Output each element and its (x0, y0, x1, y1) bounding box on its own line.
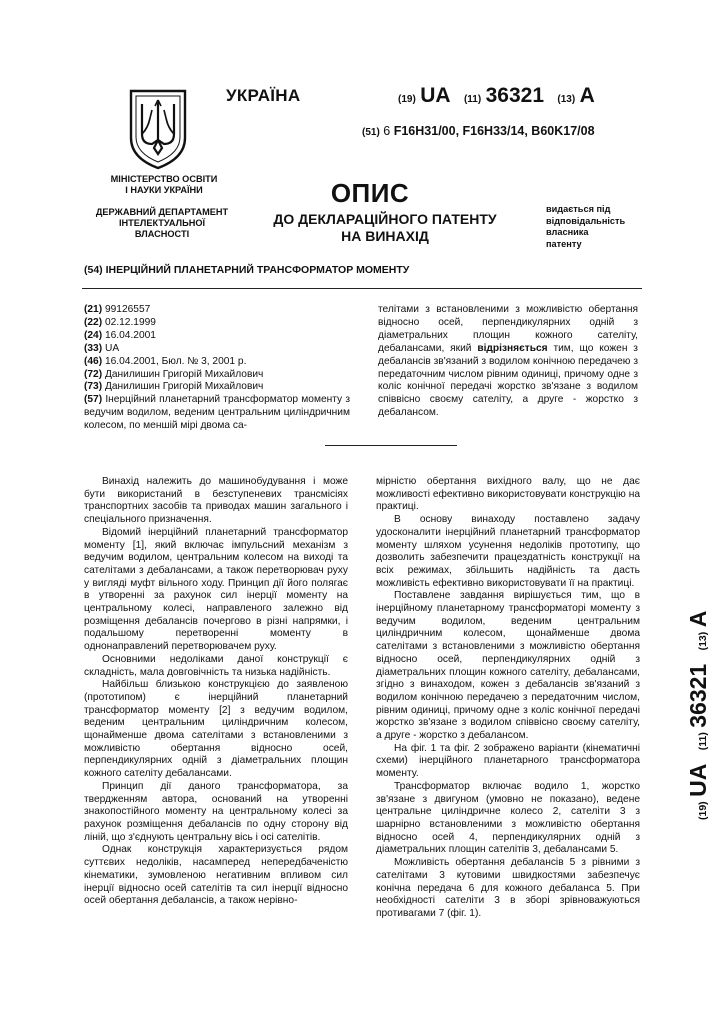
body-column-right (376, 476, 640, 921)
country-name: УКРАЇНА (226, 86, 301, 105)
side-patent-number: (19) UA (11) 36321 (13) A (685, 610, 711, 820)
biblio-row: (33) UA (84, 342, 120, 354)
biblio-row: (46) 16.04.2001, Бюл. № 3, 2001 р. (84, 355, 247, 367)
paragraph: Трансформатор включає водило 1, жорстко зв'язане з двигуном (умовно не показано), ведене центральне циліндричне колесо 2, сателіти 3 з шарнірно встановленими з можливістю обертання відносно осей 4, перпендикулярних одній з діаметральних площин сателітів 3, дебалансами 5. (376, 780, 640, 856)
bibliographic-data (84, 304, 350, 394)
coat-of-arms-emblem (128, 88, 188, 170)
abstract-start: (57) Інерційний планетарний трансформатор моменту з ведучим водилом, веденим центральним циліндричним колесом, по меншій мірі двома са- (84, 394, 350, 431)
paragraph: На фіг. 1 та фіг. 2 зображено варіанти (кінематичні схеми) інерційного планетарного трансформатора моменту. (376, 742, 640, 780)
biblio-row: (22) 02.12.1999 (84, 316, 156, 328)
paragraph: Винахід належить до машинобудування і може бути використаний в безступеневих трансмісіях транспортних засобів та приводах машин загального і спеціального призначення. (84, 476, 348, 526)
biblio-row: (72) Данилишин Григорій Михайлович (84, 368, 264, 380)
body-column-left (84, 476, 348, 908)
document-subtitle: ДО ДЕКЛАРАЦІЙНОГО ПАТЕНТУ НА ВИНАХІД (273, 211, 497, 244)
paragraph: В основу винаходу поставлено задачу удосконалити інерційний планетарний трансформатор моменту шляхом усунення недоліків прототипу, що дозволить забезпечити працездатність конструкції на всіх режимах, збільшить надійність та дасть можливість ефективно використовувати її на практиці. (376, 514, 640, 589)
abstract-continued: телітами з встановленими з можливістю обертання відносно осей, перпендикулярних одній з діаметральних площин кожного сателіту, дебалансами, який відрізняється тим, що кожен з дебалансів зв'язаний з водилом конічною передачею з передаточним числом рівним одиниці, причому одне з коліс конічної передачі жорстко зв'язане з водилом співвісно своєму сателіту, а друге - жорстко з дебалансом. (378, 304, 638, 419)
paragraph: Поставлене завдання вирішується тим, що в інерційному планетарному трансформаторі моменту з ведучим водилом, веденим центральним циліндричним колесом, щонайменше двома сателітами з встановленими з можливістю обертання відносно осей, перпендикулярних одній з діаметральних площин кожного сателіту, дебалансами, згідно з винаходом, кожен з дебалансів зв'язаний з водилом конічною передачею з передаточним числом, рівним одиниці, причому одне з коліс конічної передачі жорстко зв'язане з водилом співвісно своєму сателіту, а друге - жорстко з дебалансом. (376, 590, 640, 742)
paragraph: Основними недоліками даної конструкції є складність, мала довговічність та низька надійність. (84, 653, 348, 678)
department-name: ДЕРЖАВНИЙ ДЕПАРТАМЕНТ ІНТЕЛЕКТУАЛЬНОЇ ВЛАСНОСТІ (95, 207, 229, 239)
document-title: ОПИС (330, 178, 410, 208)
publication-number: (19) UA (11) 36321 (13) A (398, 84, 595, 107)
paragraph: Відомий інерційний планетарний трансформатор моменту [1], який включає імпульсний механізм з ведучим водилом, центральним колесом на виході та сателітами з дебалансами, а також перетворювач руху у вигляді муфт вільного ходу. Принцип дії його полягає в утворенні за рахунок сил інерції моменту на центральному колесі, направленого залежно від розміщення дебалансів почергово в різні напрямки, і подальшому перетворенні моменту в однонаправлений перетворювачем руху. (84, 526, 348, 653)
invention-title: (54) ІНЕРЦІЙНИЙ ПЛАНЕТАРНИЙ ТРАНСФОРМАТОР МОМЕНТУ (84, 264, 410, 276)
paragraph: Однак конструкція характеризується рядом суттєвих недоліків, насамперед непередбаченістю кінематики, зумовленою негативним впливом сил інерції відносно осей сателітів та сил інерції відносно осей обертання дебалансів, а також нерівно- (84, 844, 348, 907)
divider (82, 288, 642, 289)
issued-note: видається під відповідальність власника патенту (546, 204, 626, 249)
divider (325, 445, 457, 446)
paragraph: Можливість обертання дебалансів 5 з рівними з сателітами 3 кутовими швидкостями забезпечує конічна передача 6 для кожного дебаланса 5. При необхідності сателіти 3 в зборі зрівноважуються противагами 7 (фіг. 1). (376, 857, 640, 919)
paragraph: Найбільш близькою конструкцією до заявленою (прототипом) є інерційний планетарний трансформатор моменту [2] з ведучим водилом, веденим центральним циліндричним колесом, щонайменше двома сателітами з встановленими з можливістю обертання відносно осей, перпендикулярних одній з діаметральних площин кожного сателіту дебалансами. (84, 679, 348, 780)
ipc-classification: (51) 6 F16H31/00, F16H33/14, B60K17/08 (362, 124, 595, 138)
biblio-row: (21) 99126557 (84, 304, 151, 315)
biblio-row: (73) Данилишин Григорій Михайлович (84, 381, 264, 393)
paragraph: мірністю обертання вихідного валу, що не дає можливості ефективно використовувати конструкцію на практиці. (376, 476, 640, 513)
ministry-name: МІНІСТЕРСТВО ОСВІТИ І НАУКИ УКРАЇНИ (110, 174, 218, 195)
biblio-row: (24) 16.04.2001 (84, 329, 156, 341)
paragraph: Принцип дії даного трансформатора, за твердженням автора, оснований на утворенні знакопостійного моменту на центральному колесі за рахунок розміщення дебалансів по одну сторону від ліній, що з'єднують центральну вісь і осі сателітів. (84, 780, 348, 843)
